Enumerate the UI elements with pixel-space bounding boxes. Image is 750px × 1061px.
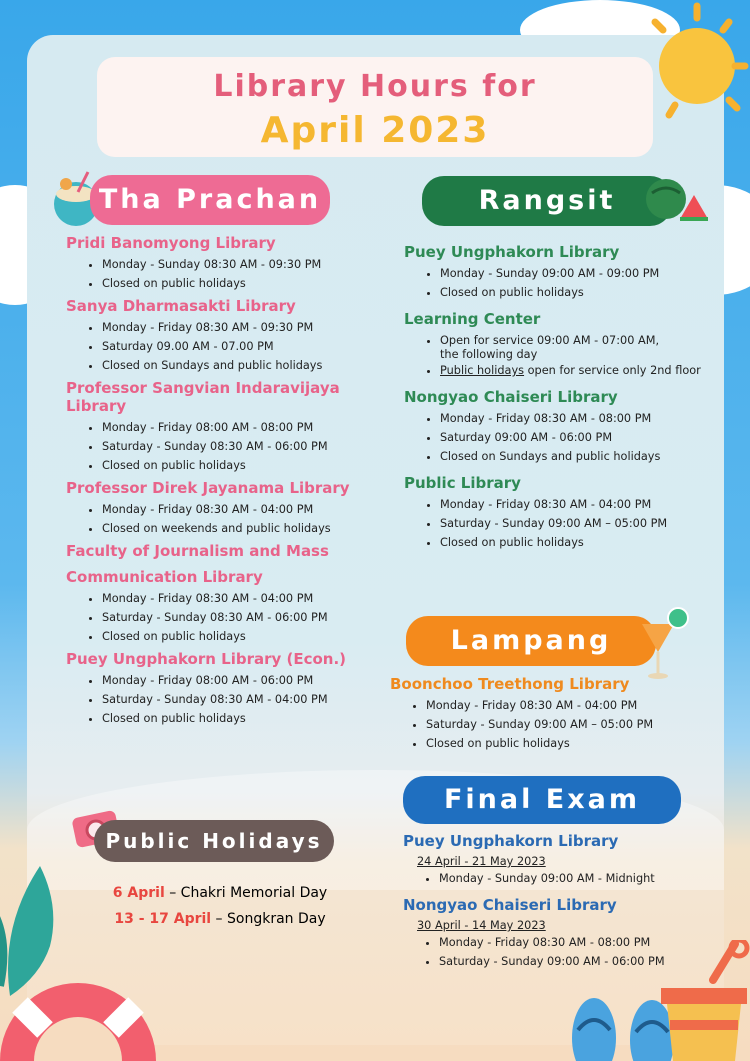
list-item: • Saturday - Sunday 09:00 AM - 06:00 PM (439, 955, 703, 969)
final-exam-heading: Final Exam (403, 776, 681, 824)
holiday-row (90, 906, 350, 932)
library-name: Professor Sangvian Indaravijaya Library (66, 379, 340, 415)
list-item: • Saturday 09.00 AM - 07.00 PM (102, 340, 396, 354)
list-item: • Monday - Friday 08:00 AM - 08:00 PM (102, 421, 396, 435)
library-name: Boonchoo Treethong Library (390, 675, 630, 693)
library-name: Professor Direk Jayanama Library (66, 479, 350, 497)
list-item: • Monday - Friday 08:30 AM - 04:00 PM (426, 699, 720, 713)
list-item: • Closed on Sundays and public holidays (102, 359, 396, 373)
watermelon-icon (644, 173, 710, 225)
list-item: • Monday - Friday 08:00 AM - 06:00 PM (102, 674, 396, 688)
cocktail-icon (636, 604, 692, 682)
list-item: • Monday - Friday 08:30 AM - 08:00 PM (439, 936, 703, 950)
list-item: • Monday - Friday 08:30 AM - 04:00 PM (102, 592, 396, 606)
holiday-name: Songkran Day (227, 911, 326, 927)
list-item: • Closed on weekends and public holidays (102, 522, 396, 536)
holiday-name: Chakri Memorial Day (180, 885, 328, 901)
library-name: Nongyao Chaiseri Library (403, 896, 617, 914)
library-name: Puey Ungphakorn Library (Econ.) (66, 650, 347, 668)
list-item: • Closed on public holidays (440, 536, 724, 550)
lifebuoy-icon (0, 975, 160, 1061)
lampang-column (390, 675, 720, 756)
library-name: Public Library (404, 474, 521, 492)
list-item: • Monday - Friday 08:30 AM - 04:00 PM (440, 498, 724, 512)
holiday-date: 13 - 17 April (114, 911, 212, 927)
list-item: • Saturday - Sunday 08:30 AM - 06:00 PM (102, 611, 396, 625)
title-box (97, 57, 653, 157)
list-item: • Closed on public holidays (102, 277, 396, 291)
list-item-line1: Open for service 09:00 AM - 07:00 AM, (440, 334, 660, 347)
list-item: • Closed on public holidays (102, 630, 396, 644)
list-item (440, 334, 724, 362)
list-item: • Saturday 09:00 AM - 06:00 PM (440, 431, 724, 445)
library-name: Sanya Dharmasakti Library (66, 297, 296, 315)
tha-prachan-column (66, 234, 396, 731)
list-item (440, 364, 724, 378)
holiday-row (90, 880, 350, 906)
public-holidays-link[interactable]: Public holidays (440, 364, 525, 377)
list-item: • Saturday - Sunday 09:00 AM – 05:00 PM (440, 517, 724, 531)
rangsit-heading: Rangsit (422, 176, 672, 226)
list-item: • Monday - Sunday 08:30 AM - 09:30 PM (102, 258, 396, 272)
library-name: Learning Center (404, 310, 541, 328)
title-line2: April 2023 (260, 110, 490, 151)
lampang-heading: Lampang (406, 616, 656, 666)
public-holidays-list (90, 880, 350, 932)
list-item: • Saturday - Sunday 08:30 AM - 04:00 PM (102, 693, 396, 707)
library-name: Communication Library (66, 568, 263, 586)
exam-period: 24 April - 21 May 2023 (417, 855, 546, 868)
rangsit-column (404, 243, 724, 555)
library-name: Pridi Banomyong Library (66, 234, 276, 252)
list-item: • Monday - Sunday 09:00 AM - 09:00 PM (440, 267, 724, 281)
library-name: Nongyao Chaiseri Library (404, 388, 618, 406)
library-name: Puey Ungphakorn Library (404, 243, 620, 261)
holiday-separator: – (211, 911, 228, 927)
list-item: • Closed on public holidays (102, 712, 396, 726)
list-item: • Closed on public holidays (440, 286, 724, 300)
list-item: • Monday - Friday 08:30 AM - 04:00 PM (102, 503, 396, 517)
list-item: • Saturday - Sunday 09:00 AM – 05:00 PM (426, 718, 720, 732)
library-name: Faculty of Journalism and Mass (66, 542, 329, 560)
list-item: • Closed on Sundays and public holidays (440, 450, 724, 464)
sand-bucket-icon (655, 940, 750, 1061)
list-item: • Monday - Friday 08:30 AM - 08:00 PM (440, 412, 724, 426)
holiday-date: 6 April (112, 885, 165, 901)
list-item: • Closed on public holidays (102, 459, 396, 473)
list-item: • Closed on public holidays (426, 737, 720, 751)
list-item-text: open for service only 2nd floor (524, 364, 701, 377)
tha-prachan-heading: Tha Prachan (90, 175, 330, 225)
list-item: • Monday - Friday 08:30 AM - 09:30 PM (102, 321, 396, 335)
library-name: Puey Ungphakorn Library (403, 832, 619, 850)
list-item: • Saturday - Sunday 08:30 AM - 06:00 PM (102, 440, 396, 454)
holiday-separator: – (164, 885, 181, 901)
list-item-line2: the following day (440, 348, 538, 361)
exam-period: 30 April - 14 May 2023 (417, 919, 546, 932)
list-item: • Monday - Sunday 09:00 AM - Midnight (439, 872, 703, 886)
title-line1: Library Hours for (213, 69, 537, 104)
public-holidays-heading: Public Holidays (94, 820, 334, 862)
